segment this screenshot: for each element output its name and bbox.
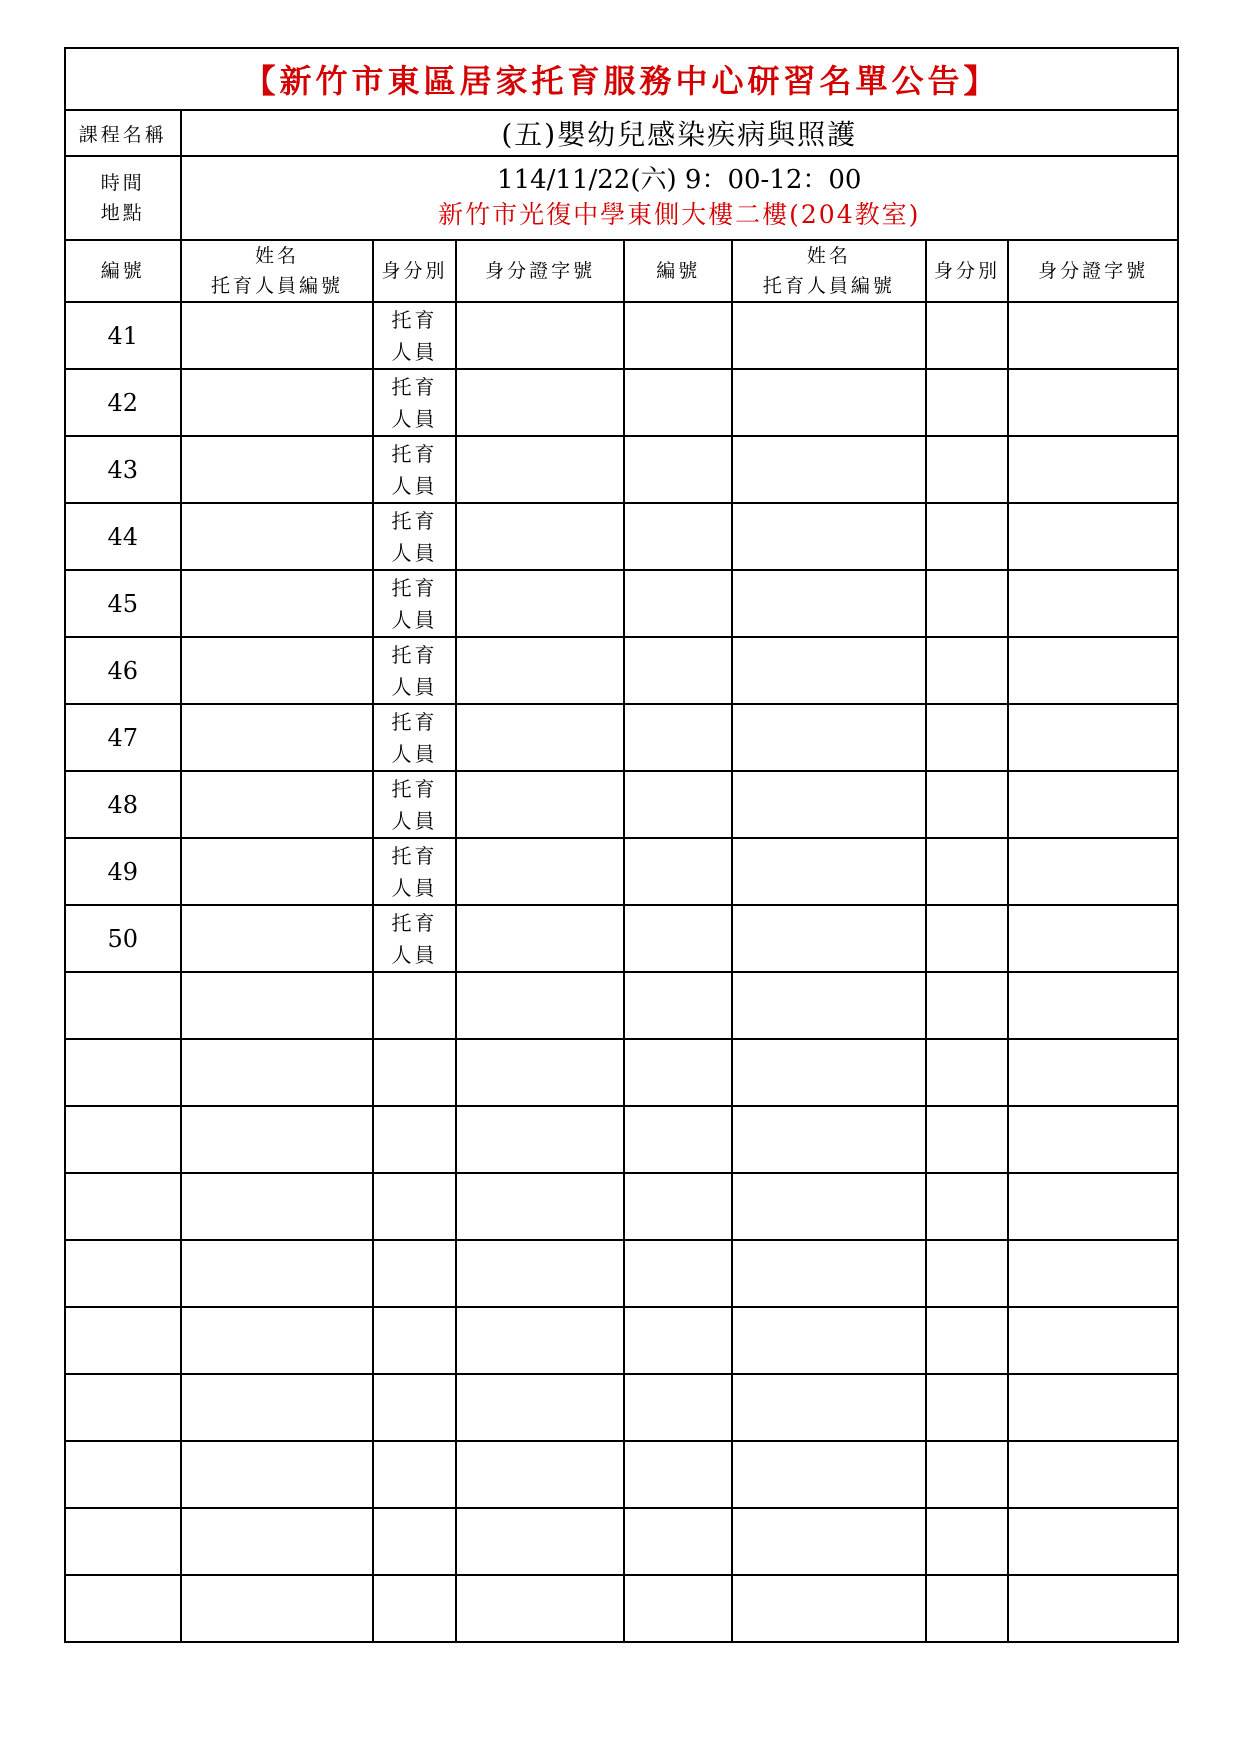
cell-id-number — [456, 1575, 625, 1642]
header-name-line2: 托育人員編號 — [210, 275, 343, 297]
table-row — [65, 771, 1178, 838]
cell-id-number — [456, 302, 625, 369]
table-row — [65, 1173, 1178, 1240]
cell-id-number-right — [1008, 1106, 1178, 1173]
identity-line2: 人員 — [391, 741, 438, 766]
cell-id-number — [456, 1508, 625, 1575]
cell-identity-right — [926, 838, 1008, 905]
cell-number: 49 — [65, 838, 181, 905]
cell-name — [181, 704, 374, 771]
cell-id-number-right — [1008, 1173, 1178, 1240]
cell-number-right — [624, 436, 731, 503]
cell-identity-right — [926, 369, 1008, 436]
cell-identity-right — [926, 1307, 1008, 1374]
cell-name — [181, 637, 374, 704]
cell-number: 50 — [65, 905, 181, 972]
cell-id-number — [456, 503, 625, 570]
cell-number-right — [624, 1039, 731, 1106]
course-row — [65, 110, 1178, 156]
cell-id-number — [456, 771, 625, 838]
cell-id-number-right — [1008, 1508, 1178, 1575]
identity-line1: 托育 — [391, 776, 438, 801]
table-row — [65, 1039, 1178, 1106]
cell-number — [65, 1039, 181, 1106]
cell-number-right — [624, 637, 731, 704]
cell-number-right — [624, 1575, 731, 1642]
cell-number-right — [624, 1374, 731, 1441]
cell-identity-right — [926, 570, 1008, 637]
table-row — [65, 1240, 1178, 1307]
cell-name — [181, 1240, 374, 1307]
cell-name-right — [732, 1307, 926, 1374]
identity-line2: 人員 — [391, 607, 438, 632]
table-row — [65, 704, 1178, 771]
cell-name-right — [732, 1374, 926, 1441]
table-row — [65, 1307, 1178, 1374]
cell-number-right — [624, 1508, 731, 1575]
cell-id-number — [456, 704, 625, 771]
cell-number-right — [624, 972, 731, 1039]
cell-identity-right — [926, 436, 1008, 503]
cell-identity — [373, 436, 455, 503]
identity-line2: 人員 — [391, 942, 438, 967]
cell-number-right — [624, 1106, 731, 1173]
cell-id-number-right — [1008, 704, 1178, 771]
roster-table — [64, 47, 1179, 1643]
table-row — [65, 1575, 1178, 1642]
cell-name-right — [732, 1173, 926, 1240]
cell-id-number-right — [1008, 570, 1178, 637]
identity-line1: 托育 — [391, 374, 438, 399]
cell-id-number-right — [1008, 637, 1178, 704]
cell-identity-right — [926, 637, 1008, 704]
cell-identity — [373, 1307, 455, 1374]
cell-number-right — [624, 704, 731, 771]
course-label: 課程名稱 — [65, 110, 181, 156]
cell-identity — [373, 637, 455, 704]
cell-name — [181, 503, 374, 570]
cell-id-number — [456, 436, 625, 503]
cell-id-number — [456, 1374, 625, 1441]
cell-number: 43 — [65, 436, 181, 503]
cell-identity-right — [926, 1240, 1008, 1307]
cell-number: 45 — [65, 570, 181, 637]
header-name-line2: 托育人員編號 — [762, 275, 895, 297]
cell-name-right — [732, 1106, 926, 1173]
cell-name-right — [732, 302, 926, 369]
time-place-label — [65, 156, 181, 240]
cell-identity — [373, 1441, 455, 1508]
cell-id-number — [456, 905, 625, 972]
table-row — [65, 436, 1178, 503]
cell-number-right — [624, 1307, 731, 1374]
cell-identity-right — [926, 1173, 1008, 1240]
header-name-right — [732, 240, 926, 302]
cell-name — [181, 1106, 374, 1173]
cell-identity-right — [926, 905, 1008, 972]
cell-name-right — [732, 637, 926, 704]
cell-number-right — [624, 1441, 731, 1508]
identity-line1: 托育 — [391, 843, 438, 868]
identity-line1: 托育 — [391, 508, 438, 533]
cell-number — [65, 1374, 181, 1441]
table-row — [65, 1106, 1178, 1173]
cell-identity — [373, 503, 455, 570]
cell-id-number-right — [1008, 1307, 1178, 1374]
cell-number-right — [624, 771, 731, 838]
header-id-number: 身分證字號 — [456, 240, 625, 302]
cell-name — [181, 838, 374, 905]
cell-identity-right — [926, 503, 1008, 570]
table-row — [65, 570, 1178, 637]
identity-line1: 托育 — [391, 642, 438, 667]
cell-identity — [373, 1106, 455, 1173]
identity-line2: 人員 — [391, 406, 438, 431]
cell-identity — [373, 704, 455, 771]
cell-name-right — [732, 771, 926, 838]
cell-name-right — [732, 436, 926, 503]
cell-identity-right — [926, 1039, 1008, 1106]
cell-name-right — [732, 838, 926, 905]
cell-id-number — [456, 838, 625, 905]
cell-identity-right — [926, 1374, 1008, 1441]
cell-identity — [373, 972, 455, 1039]
cell-identity — [373, 302, 455, 369]
cell-identity-right — [926, 972, 1008, 1039]
cell-id-number-right — [1008, 1441, 1178, 1508]
cell-name — [181, 771, 374, 838]
cell-name — [181, 1173, 374, 1240]
cell-number: 48 — [65, 771, 181, 838]
cell-number — [65, 1508, 181, 1575]
cell-name-right — [732, 1240, 926, 1307]
cell-id-number — [456, 570, 625, 637]
header-name — [181, 240, 374, 302]
cell-id-number-right — [1008, 972, 1178, 1039]
cell-number — [65, 1575, 181, 1642]
cell-number-right — [624, 905, 731, 972]
cell-number: 41 — [65, 302, 181, 369]
table-row — [65, 503, 1178, 570]
cell-name — [181, 1374, 374, 1441]
cell-name — [181, 1307, 374, 1374]
table-row — [65, 1374, 1178, 1441]
cell-identity — [373, 905, 455, 972]
cell-id-number — [456, 637, 625, 704]
cell-number-right — [624, 1173, 731, 1240]
header-number-right: 編號 — [624, 240, 731, 302]
identity-line1: 托育 — [391, 307, 438, 332]
table-row — [65, 1441, 1178, 1508]
cell-name-right — [732, 1575, 926, 1642]
cell-id-number — [456, 972, 625, 1039]
identity-line2: 人員 — [391, 339, 438, 364]
time-place-row — [65, 156, 1178, 240]
header-number: 編號 — [65, 240, 181, 302]
identity-line1: 托育 — [391, 709, 438, 734]
cell-identity-right — [926, 1441, 1008, 1508]
cell-id-number-right — [1008, 503, 1178, 570]
cell-id-number — [456, 1307, 625, 1374]
cell-number: 42 — [65, 369, 181, 436]
cell-name — [181, 1575, 374, 1642]
cell-number: 46 — [65, 637, 181, 704]
cell-id-number-right — [1008, 369, 1178, 436]
cell-id-number — [456, 1240, 625, 1307]
course-name: (五)嬰幼兒感染疾病與照護 — [181, 110, 1178, 156]
cell-identity — [373, 838, 455, 905]
cell-name-right — [732, 1441, 926, 1508]
table-row — [65, 838, 1178, 905]
column-header-row — [65, 240, 1178, 302]
cell-name-right — [732, 570, 926, 637]
header-identity: 身分別 — [373, 240, 455, 302]
cell-number-right — [624, 1240, 731, 1307]
cell-identity — [373, 1039, 455, 1106]
cell-number-right — [624, 503, 731, 570]
cell-number-right — [624, 570, 731, 637]
cell-number — [65, 1173, 181, 1240]
cell-id-number-right — [1008, 1039, 1178, 1106]
cell-identity — [373, 570, 455, 637]
cell-number-right — [624, 369, 731, 436]
header-name-line1: 姓名 — [254, 245, 299, 267]
identity-line2: 人員 — [391, 875, 438, 900]
cell-identity — [373, 1173, 455, 1240]
cell-id-number — [456, 1106, 625, 1173]
cell-identity — [373, 1240, 455, 1307]
cell-identity — [373, 1575, 455, 1642]
cell-id-number — [456, 1441, 625, 1508]
cell-name-right — [732, 1508, 926, 1575]
place-label: 地點 — [100, 202, 145, 224]
cell-identity-right — [926, 771, 1008, 838]
cell-number — [65, 1307, 181, 1374]
cell-number — [65, 1441, 181, 1508]
cell-identity-right — [926, 1508, 1008, 1575]
table-row — [65, 905, 1178, 972]
cell-identity — [373, 369, 455, 436]
time-label: 時間 — [100, 172, 145, 194]
cell-identity — [373, 1374, 455, 1441]
cell-number — [65, 1240, 181, 1307]
header-id-number-right: 身分證字號 — [1008, 240, 1178, 302]
cell-id-number-right — [1008, 771, 1178, 838]
cell-identity-right — [926, 1106, 1008, 1173]
table-row — [65, 369, 1178, 436]
title-row — [65, 48, 1178, 110]
cell-number-right — [624, 838, 731, 905]
cell-id-number-right — [1008, 1575, 1178, 1642]
cell-id-number-right — [1008, 436, 1178, 503]
table-row — [65, 637, 1178, 704]
cell-id-number-right — [1008, 838, 1178, 905]
cell-name — [181, 302, 374, 369]
identity-line2: 人員 — [391, 808, 438, 833]
cell-id-number — [456, 369, 625, 436]
cell-number — [65, 972, 181, 1039]
cell-name-right — [732, 972, 926, 1039]
identity-line1: 托育 — [391, 910, 438, 935]
cell-identity-right — [926, 1575, 1008, 1642]
table-row — [65, 972, 1178, 1039]
cell-name — [181, 369, 374, 436]
cell-name — [181, 1508, 374, 1575]
cell-name — [181, 1039, 374, 1106]
session-place: 新竹市光復中學東側大樓二樓(204教室) — [438, 200, 921, 229]
identity-line2: 人員 — [391, 540, 438, 565]
cell-name-right — [732, 1039, 926, 1106]
cell-identity-right — [926, 704, 1008, 771]
cell-name — [181, 1441, 374, 1508]
cell-name — [181, 972, 374, 1039]
cell-id-number-right — [1008, 905, 1178, 972]
cell-number-right — [624, 302, 731, 369]
table-row — [65, 302, 1178, 369]
identity-line2: 人員 — [391, 674, 438, 699]
page-title: 【新竹市東區居家托育服務中心研習名單公告】 — [65, 48, 1178, 110]
cell-name-right — [732, 503, 926, 570]
identity-line2: 人員 — [391, 473, 438, 498]
cell-id-number-right — [1008, 302, 1178, 369]
identity-line1: 托育 — [391, 575, 438, 600]
cell-number — [65, 1106, 181, 1173]
header-identity-right: 身分別 — [926, 240, 1008, 302]
cell-identity — [373, 1508, 455, 1575]
cell-number: 47 — [65, 704, 181, 771]
session-date: 114/11/22(六) 9：00-12：00 — [497, 165, 862, 195]
header-name-line1: 姓名 — [806, 245, 851, 267]
cell-identity-right — [926, 302, 1008, 369]
cell-id-number — [456, 1173, 625, 1240]
cell-name-right — [732, 369, 926, 436]
cell-identity — [373, 771, 455, 838]
time-place-value — [181, 156, 1178, 240]
cell-name — [181, 436, 374, 503]
cell-id-number — [456, 1039, 625, 1106]
cell-id-number-right — [1008, 1374, 1178, 1441]
cell-number: 44 — [65, 503, 181, 570]
cell-name-right — [732, 905, 926, 972]
cell-id-number-right — [1008, 1240, 1178, 1307]
cell-name — [181, 905, 374, 972]
identity-line1: 托育 — [391, 441, 438, 466]
cell-name — [181, 570, 374, 637]
table-row — [65, 1508, 1178, 1575]
cell-name-right — [732, 704, 926, 771]
